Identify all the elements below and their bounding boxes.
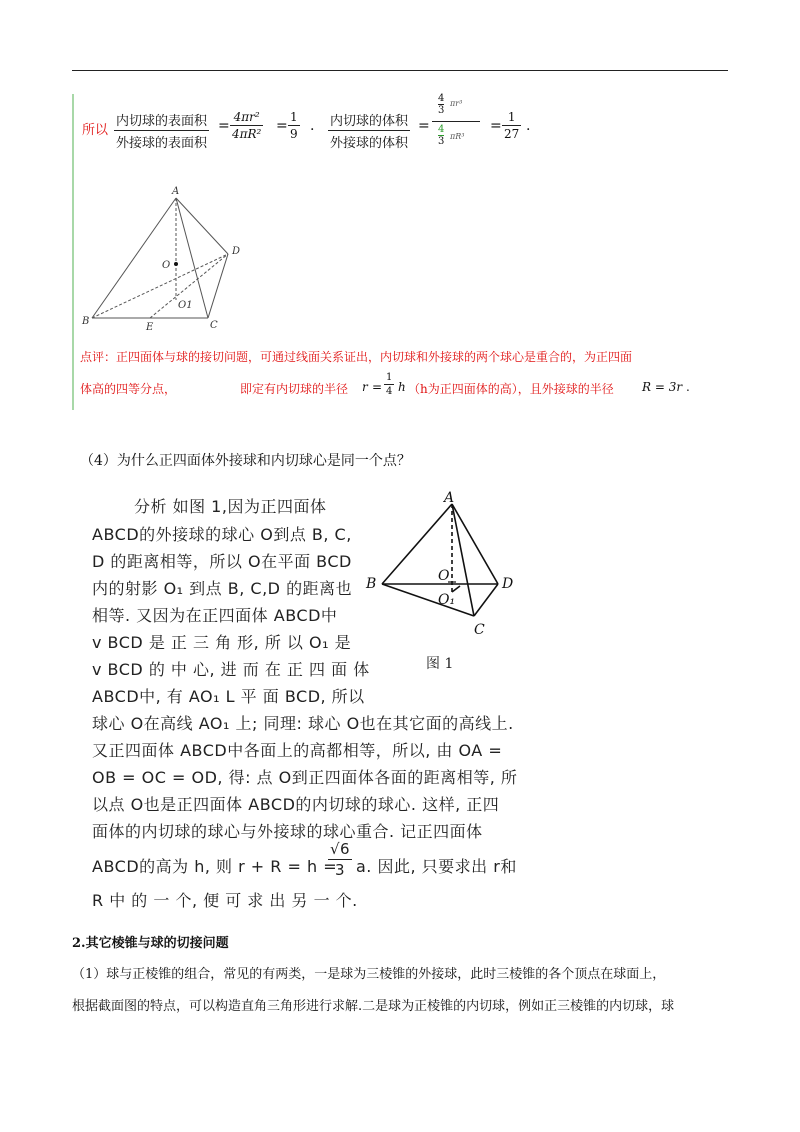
edge-cd bbox=[208, 254, 228, 318]
edge-bc bbox=[382, 584, 474, 616]
comment-line-1: 点评：正四面体与球的接切问题，可通过线面关系证出，内切球和外接球的两个球心是重合的，为正四面 bbox=[80, 350, 633, 364]
volume-ratio-value: $\frac{1}{27}$ bbox=[504, 110, 520, 141]
label-d: D bbox=[502, 576, 514, 592]
edge-ac bbox=[452, 504, 474, 616]
figure-caption: 图 1 bbox=[426, 656, 454, 672]
volume-ratio-words: 内切球的体积 外接球的体积 bbox=[328, 110, 410, 151]
analysis-line: v BCD 是 正 三 角 形, 所 以 O₁ 是 bbox=[92, 633, 352, 652]
analysis-line: 分析 如图 1,因为正四面体 bbox=[134, 497, 327, 516]
area-ratio-words: 内切球的表面积 外接球的表面积 bbox=[114, 110, 209, 151]
analysis-line: OB = OC = OD, 得: 点 O到正四面体各面的距离相等, 所 bbox=[92, 768, 518, 787]
label-o: O bbox=[162, 260, 171, 271]
edge-ab bbox=[92, 198, 176, 318]
edge-ad bbox=[452, 504, 498, 584]
label-c: C bbox=[474, 622, 485, 638]
area-formula: $\frac{\text{4πr²}}{\text{4πR²}}$ bbox=[232, 110, 262, 141]
question-heading: （4）为什么正四面体外接球和内切球心是同一个点？ bbox=[80, 453, 411, 469]
tetrahedron-figure-1 bbox=[364, 488, 544, 678]
tetrahedron-figure-small bbox=[80, 182, 260, 332]
analysis-line: v BCD 的 中 心, 进 而 在 正 四 面 体 bbox=[92, 660, 370, 679]
analysis-line: 面体的内切球的球心与外接球的球心重合. 记正四面体 bbox=[92, 822, 483, 841]
label-c: C bbox=[210, 320, 218, 331]
analysis-line: D 的距离相等，所以 O在平面 BCD bbox=[92, 552, 352, 571]
label-a: A bbox=[172, 186, 180, 197]
edge-cd bbox=[474, 584, 498, 616]
analysis-line: R 中 的 一 个, 便 可 求 出 另 一 个. bbox=[92, 891, 358, 910]
area-ratio-value: $\frac{1}{9}$ bbox=[290, 110, 298, 141]
analysis-line: 以点 O也是正四面体 ABCD的内切球的球心. 这样, 正四 bbox=[92, 795, 500, 814]
so-prefix: 所以 bbox=[82, 123, 109, 138]
header-rule bbox=[72, 70, 728, 71]
label-d: D bbox=[232, 246, 241, 257]
analysis-line: 又正四面体 ABCD中各面上的高都相等，所以, 由 OA = bbox=[92, 741, 503, 760]
label-b: B bbox=[366, 576, 377, 592]
label-a: A bbox=[444, 490, 455, 506]
analysis-line: 内的射影 O₁ 到点 B, C,D 的距离也 bbox=[92, 579, 353, 598]
sqrt6-over-3: $\frac{√6}{3}$ bbox=[330, 840, 351, 879]
height-formula-line: ABCD的高为 h, 则 r + R = h = $\frac{√6}{3}$ a. 因此, 只要求出 r和 bbox=[92, 840, 517, 879]
label-o1: O1 bbox=[178, 300, 193, 311]
center-point bbox=[174, 262, 178, 266]
volume-formula: 4 3 πr³ 4 3 πR³ bbox=[432, 94, 492, 160]
label-o1: O₁ bbox=[438, 592, 456, 608]
label-b: B bbox=[82, 316, 90, 327]
paragraph-line: 根据截面图的特点，可以构造直角三角形进行求解.二是球为正棱锥的内切球，例如正三棱锥的内切球，球 bbox=[72, 999, 675, 1014]
edge-bd-hidden bbox=[92, 254, 228, 318]
label-e: E bbox=[146, 322, 154, 332]
analysis-line: 球心 O在高线 AO₁ 上; 同理: 球心 O也在其它面的高线上. bbox=[92, 714, 514, 733]
analysis-line: 相等. 又因为在正四面体 ABCD中 bbox=[92, 606, 338, 625]
section-title: 2.其它棱锥与球的切接问题 bbox=[72, 936, 229, 951]
paragraph-line: （1）球与正棱锥的组合，常见的有两类，一是球为三棱锥的外接球，此时三棱锥的各个顶点在球面上， bbox=[72, 967, 666, 982]
comment-line-2: 体高的四等分点， 即定有内切球的半径 r = $\frac{1}{4}$ h （h为正四面体的高），且外接球的半径 R = 3r . bbox=[80, 372, 690, 397]
ratio-formula-row: 所以 内切球的表面积 外接球的表面积 = $\frac{\text{4πr²}}{\text{4πR²}}$ = $\frac{1}{9}$ . 内切球的体积 外接球的体积 = 4 3 πr³ 4 3 πR³ = $\frac{1}{27}$ . bbox=[82, 100, 722, 160]
label-o: O bbox=[438, 568, 450, 584]
analysis-line: ABCD的外接球的球心 O到点 B, C, bbox=[92, 525, 352, 544]
analysis-line: ABCD中, 有 AO₁ L 平 面 BCD, 所以 bbox=[92, 687, 365, 706]
solution-box bbox=[72, 94, 730, 410]
